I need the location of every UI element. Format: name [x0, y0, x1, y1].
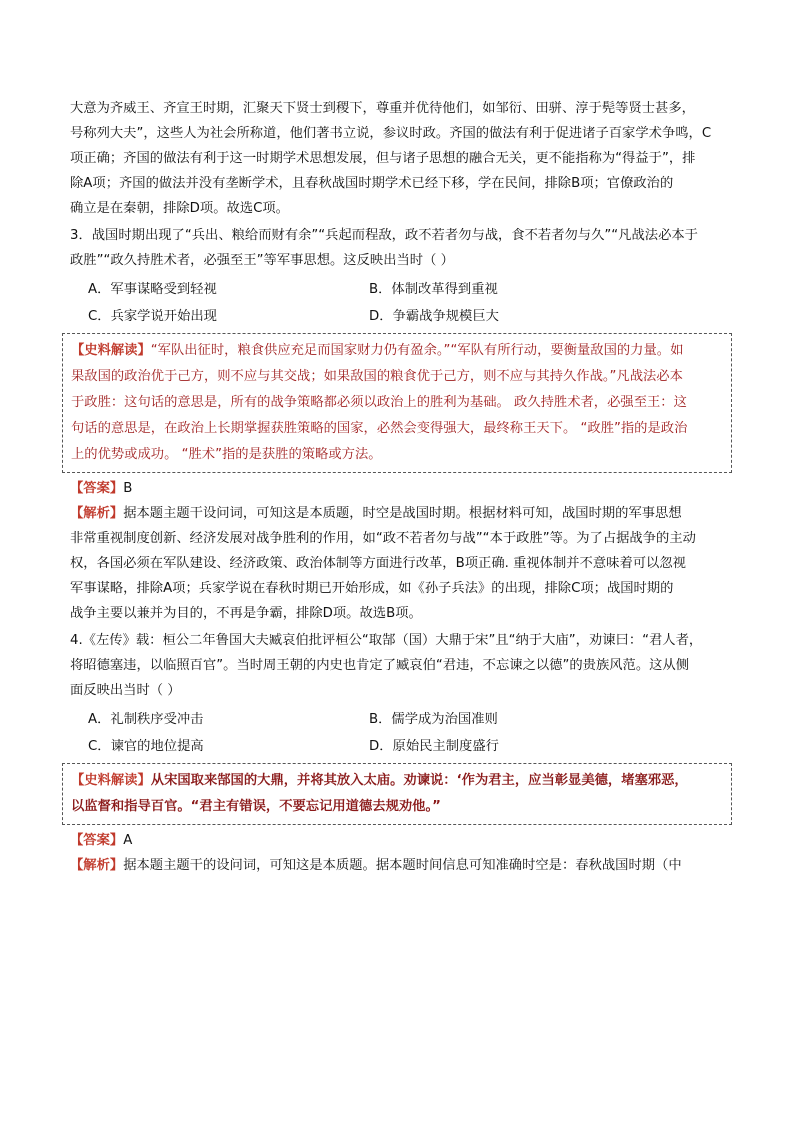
text-line: 大意为齐威王、齐宣王时期，汇聚天下贤士到稷下，尊重并优待他们，如邹衍、田骈、淳于髡等贤士甚多，	[70, 101, 695, 116]
question-4	[70, 628, 724, 878]
text-line: 项正确；齐国的做法有利于这一时期学术思想发展，但与诸子思想的融合无关，更不能指称为“得益于”，排	[70, 151, 696, 166]
source-interpretation-box	[62, 763, 732, 825]
option-a: A．军事谋略受到轻视	[88, 282, 217, 297]
question-stem: 3．战国时期出现了“兵出、粮给而财有余”“兵起而程敌，政不若者勿与战，食不若者勿与久”“凡战法必本于	[70, 228, 698, 243]
option-c: C．兵家学说开始出现	[88, 309, 217, 324]
analysis-block	[70, 853, 724, 878]
box-line: 以监督和指导百官。“君主有错误，不要忘记用道德去规劝他。”	[71, 799, 441, 814]
option-list	[70, 706, 724, 760]
box-tag: 【史料解读】	[71, 343, 151, 358]
analysis-line: 【解析】据本题主题干的设问词，可知这是本质题。据本题时间信息可知准确时空是：春秋战国时期（中	[70, 858, 682, 873]
question-stem: 面反映出当时（ ）	[70, 683, 181, 698]
analysis-line: 非常重视制度创新、经济发展对战争胜利的作用，如“政不若者勿与战”“本于政胜”等。为了占据战争的主动	[70, 531, 696, 546]
question-3	[70, 223, 724, 626]
answer-line	[70, 828, 724, 853]
analysis-line: 军事谋略，排除A项；兵家学说在春秋时期已开始形成，如《孙子兵法》的出现，排除C项；战国时期的	[70, 581, 674, 596]
box-line: 上的优势或成功。 “胜术”指的是获胜的策略或方法。	[71, 447, 382, 462]
answer-line	[70, 476, 724, 501]
option-c: C．谏官的地位提高	[88, 739, 204, 754]
text-line: 确立是在秦朝，排除D项。故选C项。	[70, 201, 289, 216]
option-b: B．儒学成为治国准则	[369, 712, 498, 727]
analysis-tag: 【解析】	[70, 506, 124, 521]
option-d: D．原始民主制度盛行	[369, 739, 499, 754]
source-interpretation-box	[62, 333, 732, 473]
analysis-tag: 【解析】	[70, 858, 124, 873]
text-line: 除A项；齐国的做法并没有垄断学术，且春秋战国时期学术已经下移，学在民间，排除B项；官僚政治的	[70, 176, 674, 191]
answer-value: B	[123, 481, 133, 496]
analysis-line: 【解析】据本题主题干设问词，可知这是本质题，时空是战国时期。根据材料可知，战国时期的军事思想	[70, 506, 682, 521]
answer-tag: 【答案】	[70, 481, 124, 496]
option-b: B．体制改革得到重视	[369, 282, 498, 297]
option-list	[70, 276, 724, 330]
box-line: 【史料解读】从宋国取来郜国的大鼎，并将其放入太庙。劝谏说：‘作为君主，应当彰显美德，堵塞邪恶，	[71, 773, 688, 788]
box-tag: 【史料解读】	[71, 773, 151, 788]
option-d: D．争霸战争规模巨大	[369, 309, 499, 324]
question-stem: 政胜”“政久持胜术者，必强至王”等军事思想。这反映出当时（ ）	[70, 253, 454, 268]
box-line: 句话的意思是，在政治上长期掌握获胜策略的国家，必然会变得强大，最终称王天下。 “政胜”指的是政治	[71, 421, 688, 436]
option-a: A．礼制秩序受冲击	[88, 712, 204, 727]
answer-tag: 【答案】	[70, 833, 124, 848]
answer-value: A	[123, 833, 133, 848]
analysis-block	[70, 501, 724, 626]
box-line: 【史料解读】“军队出征时，粮食供应充足而国家财力仍有盈余。”“军队有所行动，要衡量敌国的力量。如	[71, 343, 684, 358]
question-stem: 将昭德塞违，以临照百官”。当时周王朝的内史也肯定了臧哀伯“君违，不忘谏之以德”的贵族风范。这从侧	[70, 658, 690, 673]
document-page	[70, 96, 724, 878]
analysis-line: 战争主要以兼并为目的，不再是争霸，排除D项。故选B项。	[70, 606, 422, 621]
analysis-line: 权，各国必须在军队建设、经济政策、政治体制等方面进行改革，B项正确. 重视体制并不意味着可以忽视	[70, 556, 686, 571]
box-line: 于政胜：这句话的意思是，所有的战争策略都必须以政治上的胜利为基础。 政久持胜术者，必强至王：这	[71, 395, 687, 410]
q2-analysis-continued	[70, 96, 724, 221]
text-line: 号称列大夫”，这些人为社会所称道，他们著书立说，参议时政。齐国的做法有利于促进诸子百家学术争鸣，C	[70, 126, 712, 141]
box-line: 果敌国的政治优于己方，则不应与其交战；如果敌国的粮食优于己方，则不应与其持久作战。”凡战法必本	[71, 369, 683, 384]
question-stem: 4.《左传》载：桓公二年鲁国大夫臧哀伯批评桓公“取郜（国）大鼎于宋”且“纳于大庙”，劝谏曰：“君人者，	[70, 633, 703, 648]
